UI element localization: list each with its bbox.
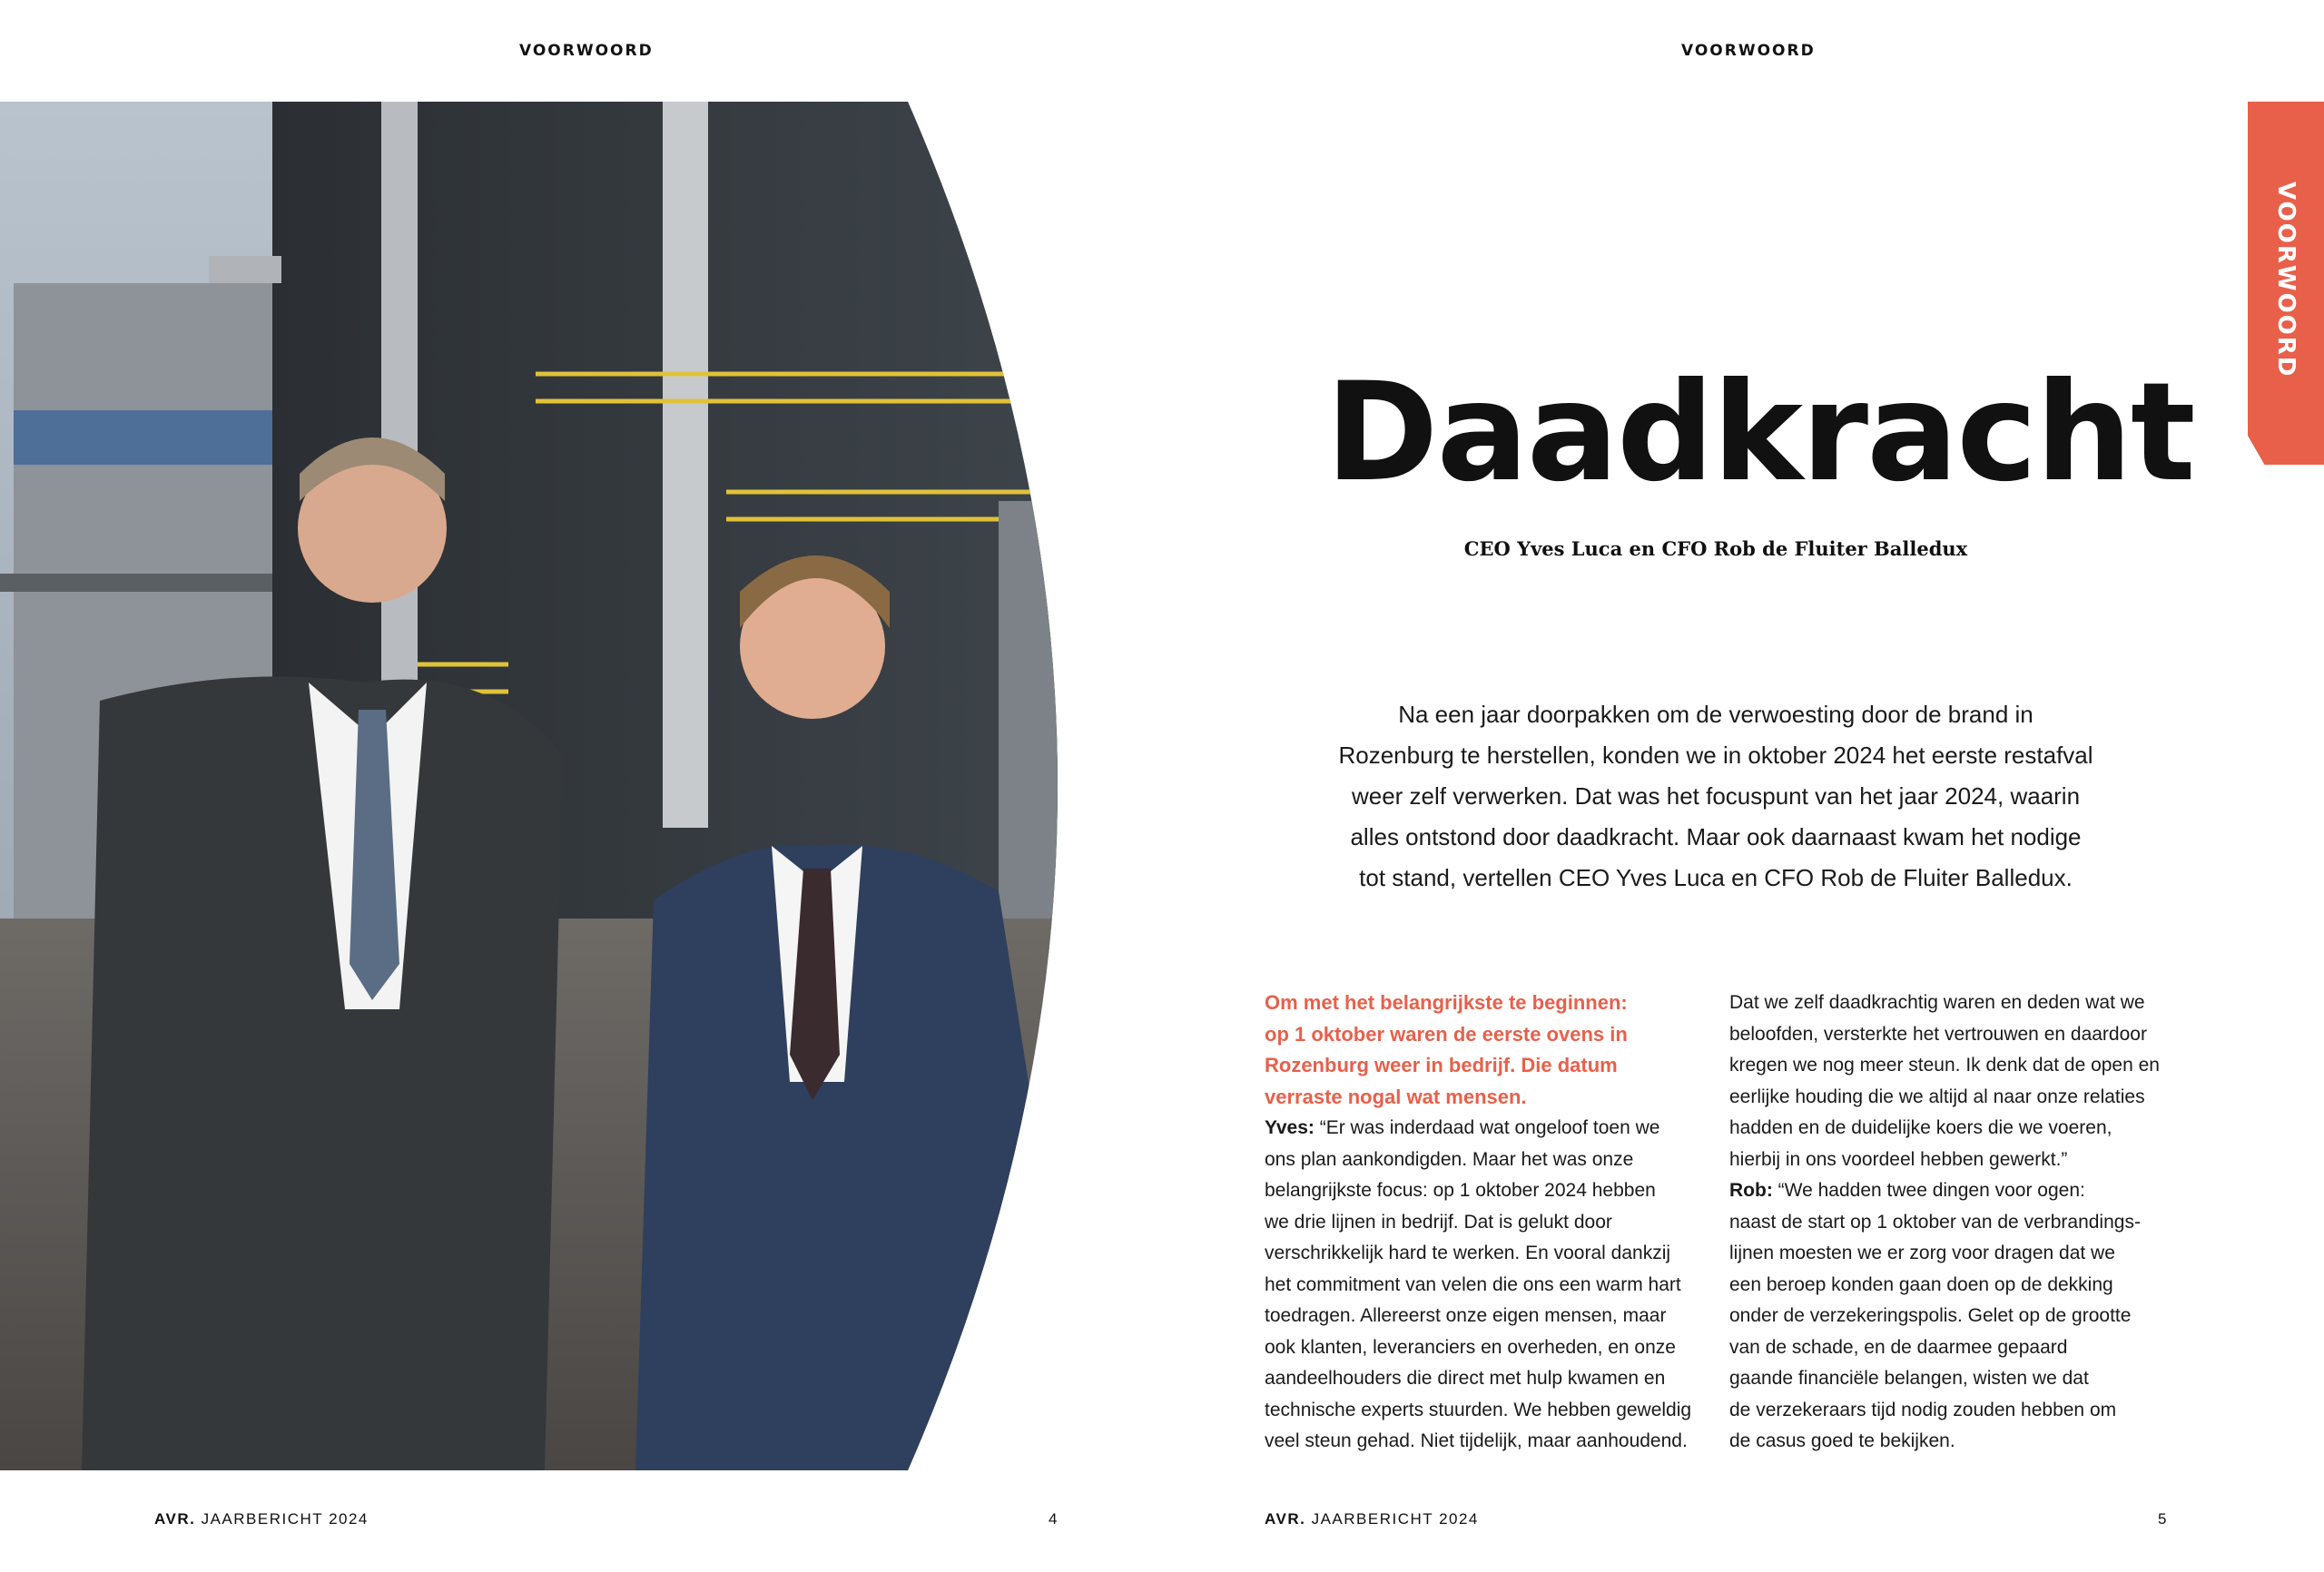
article-intro <box>1325 694 2106 899</box>
footer-report: JAARBERICHT 2024 <box>195 1510 369 1528</box>
footer-brand: AVR. <box>1265 1510 1306 1528</box>
section-label-left: VOORWOORD <box>519 42 654 60</box>
answer-text: “Er was inderdaad wat ongeloof toen we <box>1314 1117 1660 1138</box>
footer-left <box>154 1510 369 1528</box>
section-label-right: VOORWOORD <box>1681 42 1816 60</box>
body-line: toedragen. Allereerst onze eigen mensen, maar <box>1265 1305 1667 1326</box>
intro-line: tot stand, vertellen CEO Yves Luca en CFO Rob de Fluiter Balledux. <box>1359 864 2073 891</box>
answer-first-line <box>1729 1175 2174 1207</box>
body-line: lijnen moesten we er zorg voor dragen dat we <box>1729 1243 2115 1263</box>
intro-line: weer zelf verwerken. Dat was het focuspunt van het jaar 2024, waarin <box>1351 782 2081 810</box>
question-line: Rozenburg weer in bedrijf. Die datum <box>1265 1054 1618 1076</box>
article-title: Daadkracht <box>1325 354 2194 512</box>
body-line: gaande financiële belangen, wisten we dat <box>1729 1368 2089 1389</box>
footer-brand: AVR. <box>154 1510 196 1528</box>
question-line: Om met het belangrijkste te beginnen: <box>1265 991 1628 1014</box>
page-number-right: 5 <box>2158 1510 2167 1528</box>
body-column-left <box>1265 987 1709 1458</box>
body-line: een beroep konden gaan doen op de dekking <box>1729 1273 2113 1295</box>
answer-text: “We hadden twee dingen voor ogen: <box>1772 1180 2085 1201</box>
body-line: eerlijke houding die we altijd al naar onze relaties <box>1729 1086 2145 1107</box>
speaker-rob: Rob: <box>1729 1180 1773 1201</box>
body-line: de verzekeraars tijd nodig zouden hebben om <box>1729 1399 2117 1420</box>
body-line: hadden en de duidelijke koers die we voeren, <box>1729 1117 2112 1138</box>
body-line: beloofden, versterkte het vertrouwen en daardoor <box>1729 1023 2147 1045</box>
speaker-yves: Yves: <box>1265 1117 1315 1138</box>
intro-line: Na een jaar doorpakken om de verwoesting door de brand in <box>1398 701 2034 728</box>
footer-right <box>1265 1510 1479 1528</box>
body-line: naast de start op 1 oktober van de verbrandings- <box>1729 1211 2141 1233</box>
body-line: het commitment van velen die ons een warm hart <box>1265 1273 1681 1295</box>
body-line: ook klanten, leveranciers en overheden, en onze <box>1265 1336 1676 1358</box>
intro-line: alles ontstond door daadkracht. Maar ook daarnaast kwam het nodige <box>1350 823 2082 850</box>
body-line: we drie lijnen in bedrijf. Dat is gelukt door <box>1265 1211 1612 1233</box>
answer-first-line <box>1265 1113 1709 1145</box>
body-line: aandeelhouders die direct met hulp kwamen en <box>1265 1368 1666 1389</box>
body-line: van de schade, en de daarmee gepaard <box>1729 1336 2068 1358</box>
photo-caption: Rob de Fluiter Balledux, CFO, en Yves Luca, CEO <box>372 1515 819 1538</box>
body-line: de casus goed te bekijken. <box>1729 1430 1955 1451</box>
body-line: hierbij in ons voordeel hebben gewerkt.” <box>1729 1148 2068 1170</box>
body-line: onder de verzekeringspolis. Gelet op de grootte <box>1729 1305 2132 1326</box>
section-tab-label: VOORWOORD <box>2272 182 2299 378</box>
body-line: ons plan aankondigden. Maar het was onze <box>1265 1148 1634 1170</box>
question-line: op 1 oktober waren de eerste ovens in <box>1265 1022 1628 1046</box>
body-line: technische experts stuurden. We hebben geweldig <box>1265 1399 1692 1420</box>
body-line: verschrikkelijk hard te werken. En vooral dankzij <box>1265 1243 1671 1263</box>
body-line: Dat we zelf daadkrachtig waren en deden wat we <box>1729 992 2145 1013</box>
footer-report: JAARBERICHT 2024 <box>1305 1510 1479 1528</box>
page-number-left: 4 <box>1049 1510 1058 1528</box>
question-line: verraste nogal wat mensen. <box>1265 1085 1527 1108</box>
article-subtitle: CEO Yves Luca en CFO Rob de Fluiter Balledux <box>1463 537 1968 560</box>
body-line: belangrijkste focus: op 1 oktober 2024 hebben <box>1265 1180 1656 1201</box>
body-column-right <box>1729 987 2174 1458</box>
intro-line: Rozenburg te herstellen, konden we in oktober 2024 het eerste restafval <box>1338 742 2093 769</box>
body-line: kregen we nog meer steun. Ik denk dat de open en <box>1729 1055 2160 1076</box>
body-line: veel steun gehad. Niet tijdelijk, maar aanhoudend. <box>1265 1430 1688 1451</box>
